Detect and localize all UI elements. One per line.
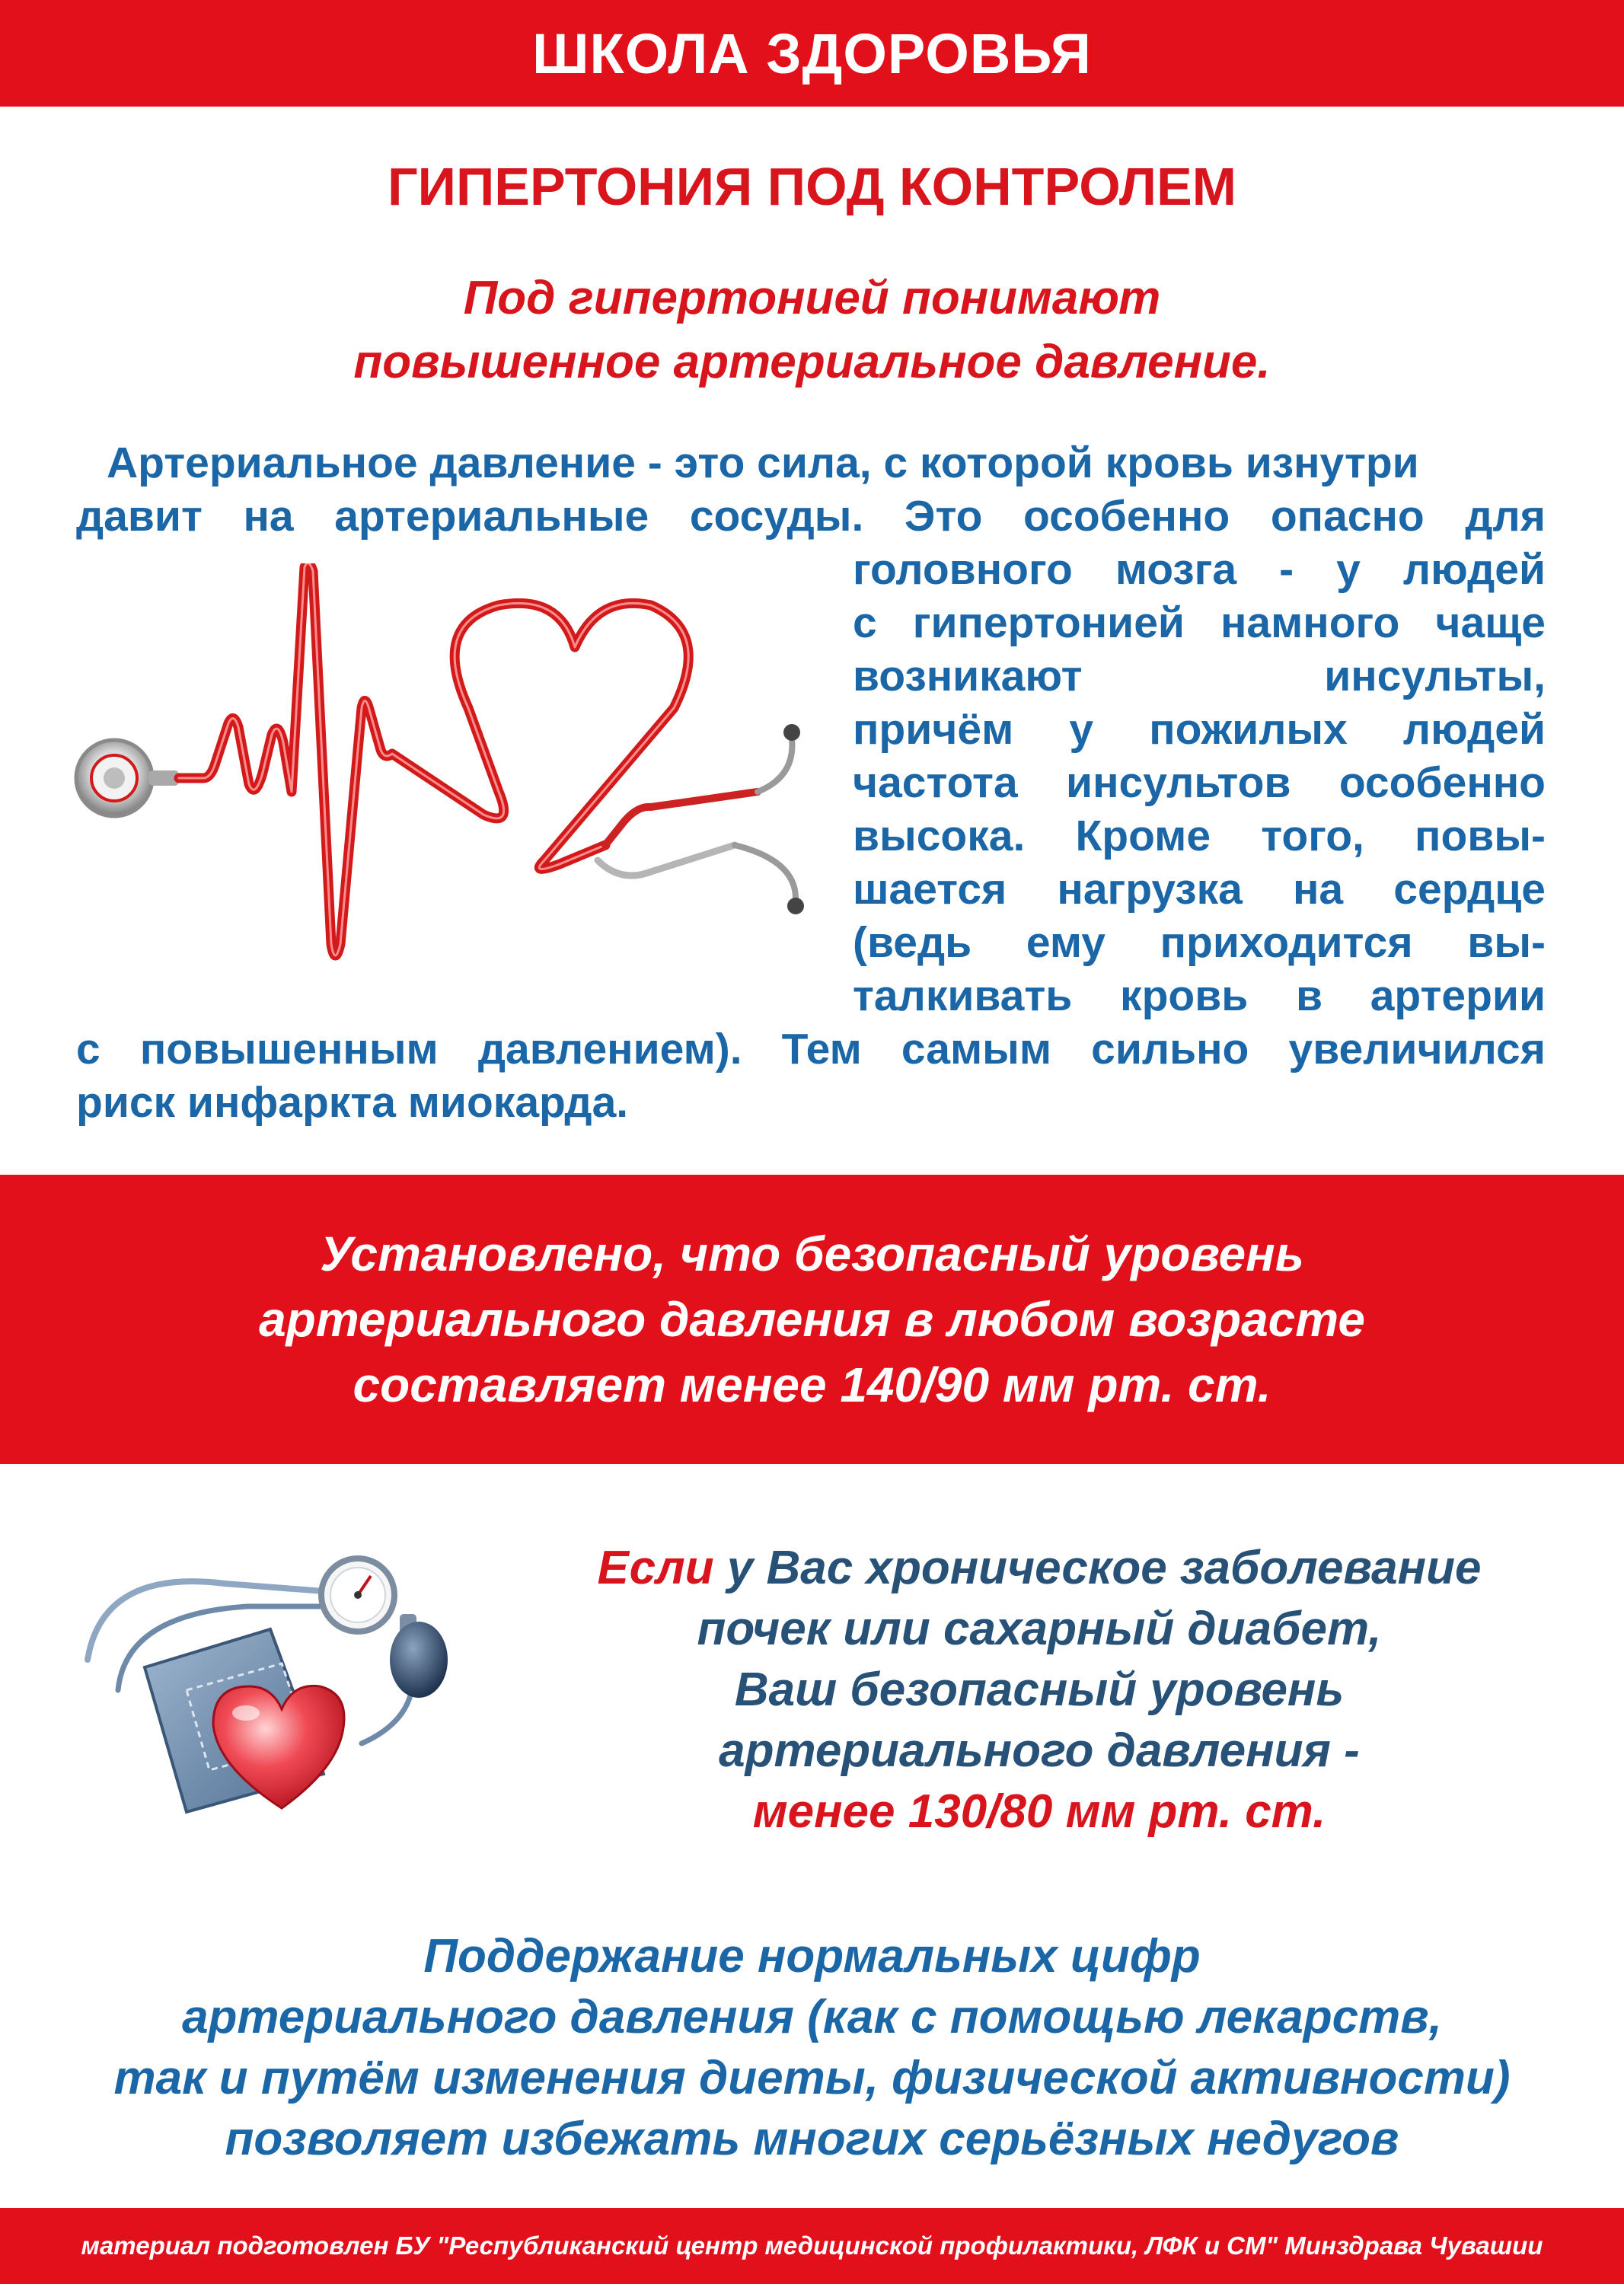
- header-title: ШКОЛА ЗДОРОВЬЯ: [532, 21, 1092, 85]
- safe-level-line-3: составляет менее 140/90 мм рт. ст.: [353, 1357, 1271, 1412]
- condition-line-1-rest: у Вас хроническое заболевание: [713, 1542, 1482, 1594]
- chestpiece-icon: [76, 740, 179, 816]
- body-line-3: головного мозга - у людей: [853, 545, 1546, 594]
- condition-text: [503, 1538, 1576, 1842]
- maintenance-text: [0, 1926, 1624, 2170]
- body-line-7: частота инсультов особенно: [853, 758, 1546, 807]
- body-line-4: с гипертонией намного чаще: [853, 598, 1546, 647]
- definition-text: [0, 266, 1624, 394]
- stethoscope-heart-illustration: [72, 563, 818, 975]
- earpiece-icon: [598, 724, 804, 914]
- definition-line-1: Под гипертонией понимают: [463, 272, 1161, 324]
- tonometer-heart-illustration: [72, 1538, 468, 1827]
- safe-level-band: [0, 1175, 1624, 1464]
- page-title: ГИПЕРТОНИЯ ПОД КОНТРОЛЕМ: [387, 157, 1237, 216]
- condition-line-4: артериального давления -: [719, 1724, 1360, 1777]
- body-line-6: причём у пожилых людей: [853, 705, 1546, 754]
- body-line-12: с повышенным давлением). Тем самым сильно увеличился: [76, 1025, 1546, 1073]
- condition-line-5: менее 130/80 мм рт. ст.: [752, 1785, 1326, 1838]
- body-line-5: возникают инсульты,: [853, 652, 1546, 700]
- maintenance-line-4: позволяет избежать многих серьёзных недугов: [225, 2113, 1399, 2165]
- body-line-13: риск инфаркта миокарда.: [76, 1078, 629, 1127]
- condition-line-3: Ваш безопасный уровень: [734, 1664, 1345, 1716]
- footer-band: [0, 2208, 1624, 2284]
- condition-line-2: почек или сахарный диабет,: [697, 1603, 1382, 1655]
- body-line-10: (ведь ему приходится вы-: [853, 918, 1546, 967]
- pressure-gauge-icon: [321, 1558, 394, 1632]
- footer-text: материал подготовлен БУ "Республиканский центр медицинской профилактики, ЛФК и СМ" Минздрава Чувашии: [81, 2231, 1543, 2260]
- body-line-2: давит на артериальные сосуды. Это особенно опасно для: [76, 492, 1546, 541]
- pump-bulb-icon: [390, 1614, 448, 1698]
- maintenance-line-3: так и путём изменения диеты, физической активности): [113, 2052, 1511, 2104]
- heartbeat-tube: [179, 563, 688, 955]
- body-line-9: шается нагрузка на сердце: [853, 865, 1546, 914]
- safe-level-line-2: артериального давления в любом возрасте: [259, 1292, 1365, 1347]
- body-line-1: Артериальное давление - это сила, с которой кровь изнутри: [107, 439, 1419, 487]
- condition-line-1: [503, 1538, 1576, 1599]
- maintenance-line-2: артериального давления (как с помощью лекарств,: [182, 1991, 1442, 2043]
- condition-if-word: Если: [597, 1542, 714, 1594]
- definition-line-2: повышенное артериальное давление.: [353, 336, 1271, 388]
- maintenance-line-1: Поддержание нормальных цифр: [423, 1930, 1201, 1983]
- body-line-8: высока. Кроме того, повы-: [853, 812, 1546, 860]
- safe-level-line-1: Установлено, что безопасный уровень: [320, 1227, 1304, 1281]
- header-band: [0, 0, 1624, 107]
- body-line-11: талкивать кровь в артерии: [853, 971, 1546, 1020]
